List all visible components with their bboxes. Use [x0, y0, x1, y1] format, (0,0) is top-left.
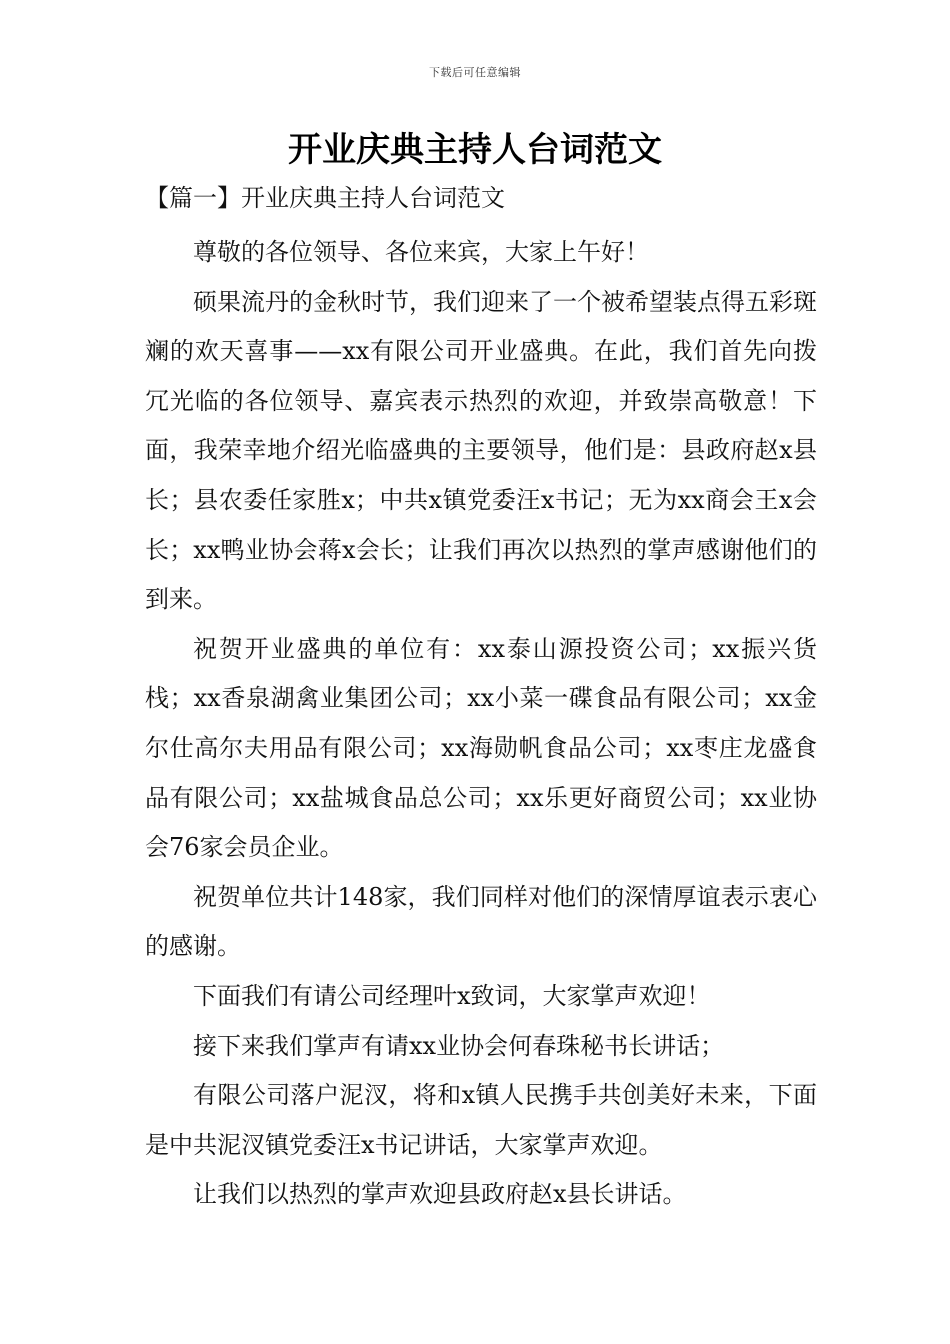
- paragraph-party-secretary-speech: 有限公司落户泥汊，将和x镇人民携手共创美好未来，下面是中共泥汊镇党委汪x书记讲话，大家掌声欢迎。: [145, 1081, 817, 1159]
- paragraph-secretary-speech: 接下来我们掌声有请xx业协会何春珠秘书长讲话；: [193, 1031, 725, 1060]
- paragraph-county-head-speech: 让我们以热烈的掌声欢迎县政府赵x县长讲话。: [193, 1180, 687, 1209]
- paragraph-congratulating-units: 祝贺开业盛典的单位有：xx泰山源投资公司；xx振兴货栈；xx香泉湖禽业集团公司；xx小菜一碟食品有限公司；xx金尔仕高尔夫用品有限公司；xx海勋帆食品公司；xx枣庄龙盛食品有限公司；xx盐城食品总公司；xx乐更好商贸公司；xx业协会76家会员企业。: [145, 634, 817, 862]
- document-title: 开业庆典主持人台词范文: [288, 130, 662, 170]
- header-note: 下载后可任意编辑: [429, 66, 521, 79]
- paragraph-thanks: 祝贺单位共计148家，我们同样对他们的深情厚谊表示衷心的感谢。: [145, 882, 817, 961]
- document-body: [145, 228, 817, 1220]
- paragraph-greeting: 尊敬的各位领导、各位来宾，大家上午好！: [193, 238, 649, 266]
- section-heading: 【篇一】开业庆典主持人台词范文: [145, 184, 505, 212]
- paragraph-introduction: 硕果流丹的金秋时节，我们迎来了一个被希望装点得五彩斑斓的欢天喜事——xx有限公司开业盛典。在此，我们首先向拨冗光临的各位领导、嘉宾表示热烈的欢迎，并致崇高敬意！下面，我荣幸地介绍光临盛典的主要领导，他们是：县政府赵x县长；县农委任家胜x；中共x镇党委汪x书记；无为xx商会王x会长；xx鸭业协会蒋x会长；让我们再次以热烈的掌声感谢他们的到来。: [145, 287, 817, 614]
- paragraph-manager-speech: 下面我们有请公司经理叶x致词，大家掌声欢迎！: [193, 981, 711, 1010]
